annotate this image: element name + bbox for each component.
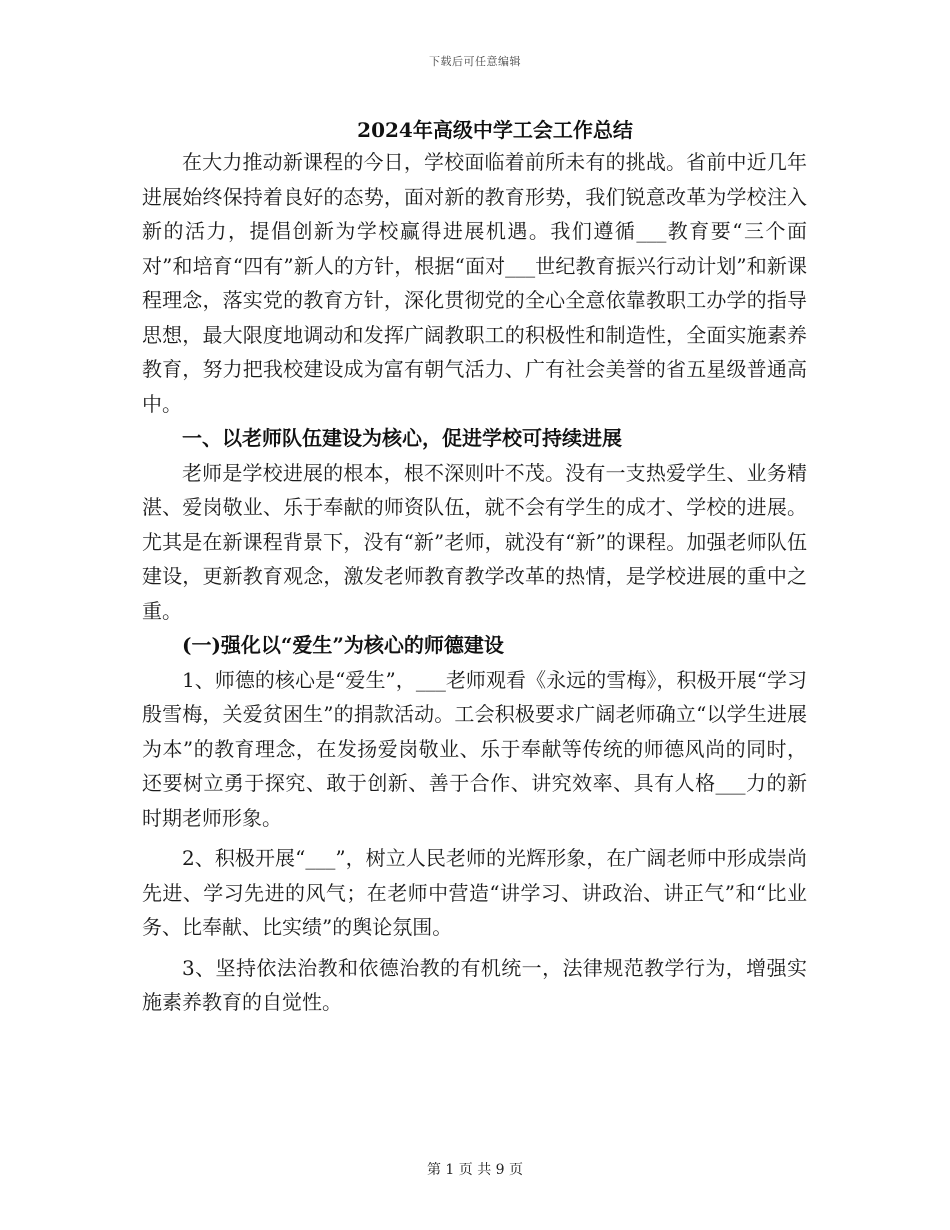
intro-paragraph: 在大力推动新课程的今日，学校面临着前所未有的挑战。省前中近几年进展始终保持着良好的态势，面对新的教育形势，我们锐意改革为学校注入新的活力，提倡创新为学校赢得进展机遇。我们遵循___教育要“三个面对”和培育“四有”新人的方针，根据“面对___世纪教育振兴行动计划”和新课程理念，落实党的教育方针，深化贯彻党的全心全意依靠教职工办学的指导思想，最大限度地调动和发挥广阔教职工的积极性和制造性，全面实施素养教育，努力把我校建设成为富有朝气活力、广有社会美誉的省五星级普通高中。 <box>142 150 807 416</box>
subsection-1-heading: (一)强化以“爱生”为核心的师德建设 <box>182 633 504 657</box>
page-footer: 第 1 页 共 9 页 <box>426 1162 524 1178</box>
header-note: 下载后可任意编辑 <box>429 55 521 68</box>
list-item-2: 2、积极开展“___”，树立人民老师的光辉形象，在广阔老师中形成崇尚先进、学习先进的风气；在老师中营造“讲学习、讲政治、讲正气”和“比业务、比奉献、比实绩”的舆论氛围。 <box>142 846 807 939</box>
list-item-3: 3、坚持依法治教和依德治教的有机统一，法律规范教学行为，增强实施素养教育的自觉性。 <box>142 955 807 1014</box>
list-item-1: 1、师德的核心是“爱生”，___老师观看《永远的雪梅》，积极开展“学习殷雪梅，关爱贫困生”的捐款活动。工会积极要求广阔老师确立“以学生进展为本”的教育理念，在发扬爱岗敬业、乐于奉献等传统的师德风尚的同时，还要树立勇于探究、敢于创新、善于合作、讲究效率、具有人格___力的新时期老师形象。 <box>142 667 807 830</box>
document-title: 2024年高级中学工会工作总结 <box>357 118 633 142</box>
document-body <box>142 145 807 1020</box>
section-1-paragraph: 老师是学校进展的根本，根不深则叶不茂。没有一支热爱学生、业务精湛、爱岗敬业、乐于奉献的师资队伍，就不会有学生的成才、学校的进展。尤其是在新课程背景下，没有“新”老师，就没有“新”的课程。加强老师队伍建设，更新教育观念，激发老师教育教学改革的热情，是学校进展的重中之重。 <box>142 460 807 623</box>
section-1-heading: 一、以老师队伍建设为核心，促进学校可持续进展 <box>182 426 622 450</box>
